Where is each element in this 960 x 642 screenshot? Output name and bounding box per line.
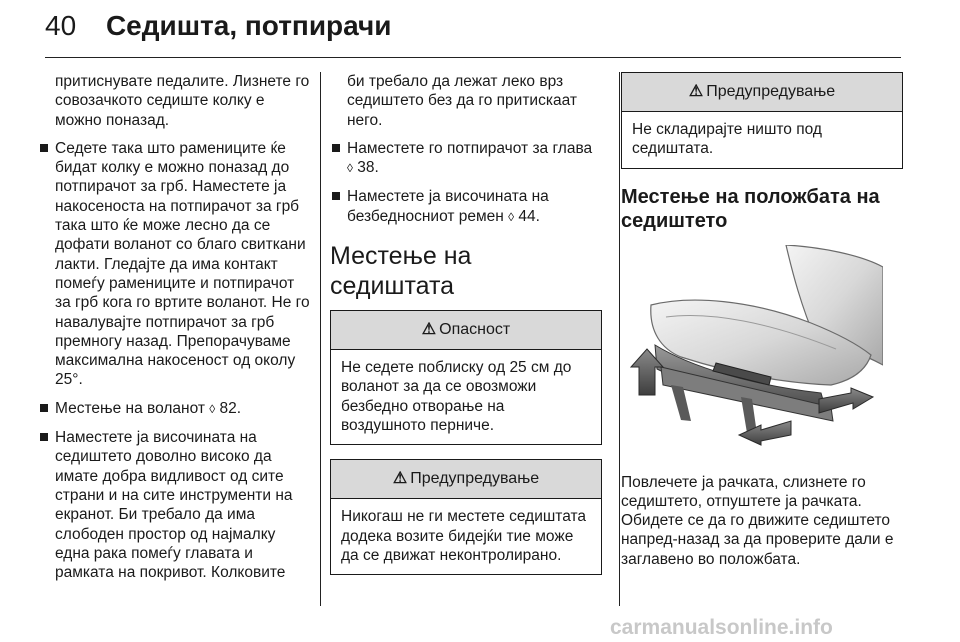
list-item (330, 187, 602, 227)
page-ref-link[interactable]: 44. (518, 207, 540, 225)
column-3 (621, 72, 903, 578)
warning-box-body: Не складирајте ништо под седиштата. (632, 121, 822, 158)
warning-box (621, 72, 903, 169)
section-title: Местење на седиштата (330, 242, 472, 301)
warning-triangle-icon: ⚠ (421, 321, 437, 339)
list-item (38, 428, 310, 582)
seat-lever-icon (621, 245, 883, 459)
warning-box-header (622, 73, 902, 112)
column-divider-2 (619, 72, 620, 606)
warning-box-title: Предупредување (706, 83, 836, 100)
danger-box-title: Опасност (439, 321, 511, 339)
warning-triangle-icon: ⚠ (688, 83, 704, 100)
list-item-text: Седете така што рамениците ќе бидат колку е можно поназад до потпирачот за грб. Наместете ја накосеноста на потпирачот за грб така што ќе може лесно да се дофати воланот со благо свиткани лакти. Гледајте да има контакт помеѓу рамениците и потпирачот за грб кога го вртите воланот. Не го навалувајте потпирачот за грб премногу назад. Препорачуваме максимална накосеност од околу 25°. (55, 139, 310, 389)
header-divider (45, 57, 901, 58)
page-ref-icon: ◊ (347, 161, 353, 176)
bullet-icon (40, 144, 48, 152)
list-item-text: Наместете ја височината на седиштето доволно високо да имате добра видливост од сите страни и на сите инструменти на екранот. Би требало да има слободен простор од најмалку една рака помеѓу главата и рамката на покривот. Колковите (55, 429, 293, 582)
page-ref-icon: ◊ (508, 209, 515, 224)
warning-box-title: Предупредување (410, 470, 540, 488)
column-divider-1 (320, 72, 321, 606)
list-item-text: Местење на воланот (55, 399, 210, 417)
warning-box-body: Никогаш не ги местете седиштата додека возите бидејќи тие може да се движат неконтролирано. (341, 508, 587, 564)
warning-box-header (331, 460, 601, 499)
seat-adjustment-illustration (621, 245, 883, 459)
page-header (45, 10, 392, 42)
danger-box-body: Не седете поблиску од 25 см до воланот за да се овозможи безбедно отворање на воздушното перниче. (341, 359, 572, 434)
page-title: Седишта, потпирачи (105, 10, 392, 41)
list-item-text: Наместете го потпирачот за глава (347, 139, 593, 157)
subheading: Местење на положбата на седиштето (621, 185, 880, 232)
page-number: 40 (45, 10, 77, 41)
danger-box-header (331, 311, 601, 350)
paragraph-continued: притиснувате педалите. Лизнете го совозачкото седиште колку е можно поназад. (55, 73, 310, 129)
bullet-icon (332, 144, 340, 152)
paragraph-continued: би требало да лежат леко врз седиштето без да го притискаат него. (347, 73, 577, 129)
list-item (38, 139, 310, 390)
list-item (38, 399, 310, 419)
column-2 (330, 72, 602, 589)
instruction-paragraph: Повлечете ја рачката, слизнете го седиштето, отпуштете ја рачката. Обидете се да го движите седиштето напред-назад за да проверите дали е заглавено во положбата. (621, 473, 894, 568)
bullet-icon (40, 404, 48, 412)
warning-triangle-icon: ⚠ (392, 470, 408, 488)
bullet-icon (40, 433, 48, 441)
danger-box (330, 310, 602, 445)
page-ref-icon: ◊ (209, 401, 216, 416)
watermark: carmanualsonline.info (610, 616, 833, 639)
column-1 (38, 72, 310, 591)
page-ref-link[interactable]: 82. (219, 399, 242, 417)
page-ref-link[interactable]: 38. (357, 159, 379, 177)
list-item (330, 139, 602, 179)
warning-box (330, 459, 602, 575)
bullet-icon (332, 192, 340, 200)
list-item-text: Наместете ја височината на безбедносниот ремен (347, 188, 549, 225)
